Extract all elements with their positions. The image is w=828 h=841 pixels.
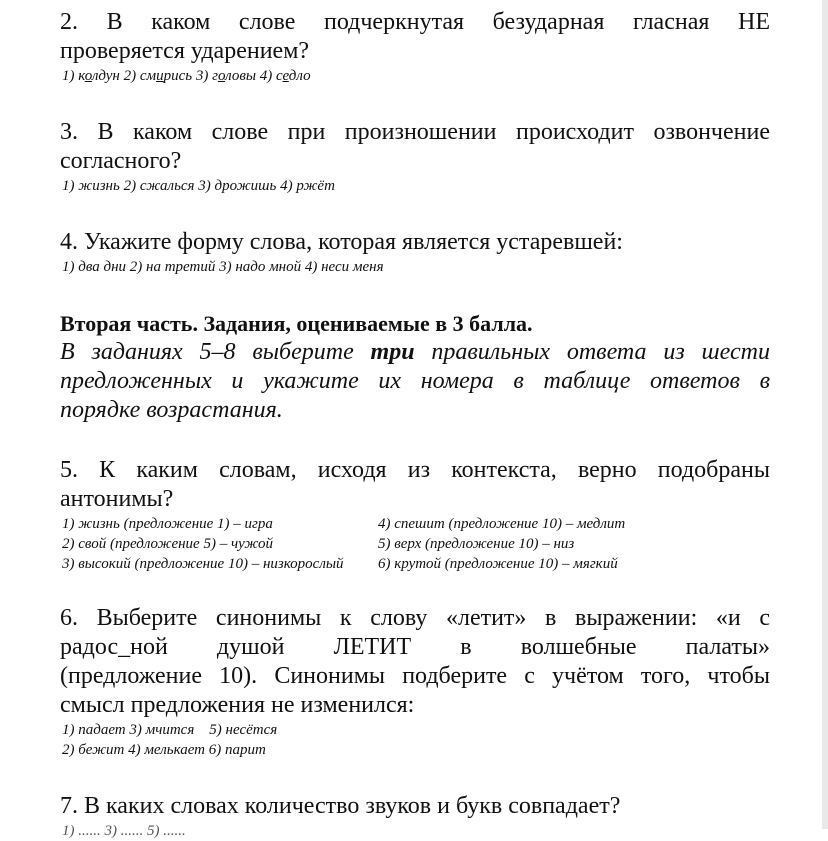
question-3-line-1: 3. В каком слове при произношении происходит озвончение — [60, 119, 770, 145]
question-6-line-4: смысл предложения не изменился: — [60, 692, 415, 718]
page-edge — [822, 0, 828, 829]
question-7-options-partial: 1) ...... 3) ...... 5) ...... — [62, 823, 186, 839]
question-2-line-1: 2. В каком слове подчеркнутая безударная гласная НЕ — [60, 9, 770, 35]
question-3-options: 1) жизнь 2) сжалься 3) дрожишь 4) ржёт — [62, 178, 335, 194]
question-5 — [60, 456, 770, 574]
opt-text: рись — [163, 68, 193, 84]
opt-text: дло — [288, 68, 311, 84]
underlined-vowel: е — [282, 68, 289, 84]
question-2-line-2: проверяется ударением? — [60, 38, 310, 64]
question-4-text: 4. Укажите форму слова, которая является устаревшей: — [60, 229, 623, 255]
option: 6) крутой (предложение 10) – мягкий — [378, 556, 618, 572]
part-2-line-3: порядке возрастания. — [60, 397, 283, 423]
question-6-line-2: радос_ной душой ЛЕТИТ в волшебные палаты» — [60, 634, 770, 660]
question-5-line-1: 5. К каким словам, исходя из контекста, верно подобраны — [60, 457, 770, 483]
question-5-line-2: антонимы? — [60, 486, 174, 512]
question-4 — [60, 228, 770, 277]
opt-text: 3) г — [192, 68, 218, 84]
question-6-options-1: 1) падает 3) мчится 5) несётся — [62, 722, 278, 738]
question-3 — [60, 118, 770, 196]
question-2-options — [60, 66, 770, 86]
option: 4) спешит (предложение 10) – медлит — [378, 516, 626, 532]
question-6-options-2: 2) бежит 4) мелькает 6) парит — [62, 742, 266, 758]
underlined-vowel: и — [156, 68, 164, 84]
opt-text: 4) с — [256, 68, 283, 84]
question-7 — [60, 792, 770, 841]
part-2-section — [60, 310, 770, 425]
option: 5) верх (предложение 10) – низ — [378, 536, 575, 552]
instruction-text: В заданиях 5–8 выберите — [60, 339, 371, 365]
option: 2) свой (предложение 5) – чужой — [62, 536, 273, 552]
opt-text: 2) см — [119, 68, 157, 84]
question-6 — [60, 604, 770, 760]
instruction-bold: три — [370, 339, 415, 365]
part-2-line-2: предложенных и укажите их номера в таблице ответов в — [60, 368, 770, 394]
question-4-options: 1) два дни 2) на третий 3) надо мной 4) неси меня — [62, 259, 384, 275]
part-2-title: Вторая часть. Задания, оцениваемые в 3 балла. — [60, 311, 533, 336]
question-5-options — [60, 514, 770, 574]
option: 3) высокий (предложение 10) – низкорослый — [62, 556, 344, 572]
question-3-line-2: согласного? — [60, 148, 182, 174]
underlined-vowel: о — [84, 68, 92, 84]
question-6-line-3: (предложение 10). Синонимы подберите с учётом того, чтобы — [60, 663, 770, 689]
underlined-vowel: о — [217, 68, 226, 84]
part-2-line-1 — [60, 338, 770, 367]
instruction-text: правильных ответа из шести — [414, 339, 770, 365]
opt-text: ловы — [225, 68, 256, 84]
question-7-text: 7. В каких словах количество звуков и букв совпадает? — [60, 793, 621, 819]
option: 1) жизнь (предложение 1) – игра — [62, 516, 273, 532]
opt-text: 1) к — [62, 68, 85, 84]
question-6-line-1: 6. Выберите синонимы к слову «летит» в выражении: «и с — [60, 605, 770, 631]
question-2 — [60, 8, 770, 86]
opt-text: лдун — [91, 68, 120, 84]
